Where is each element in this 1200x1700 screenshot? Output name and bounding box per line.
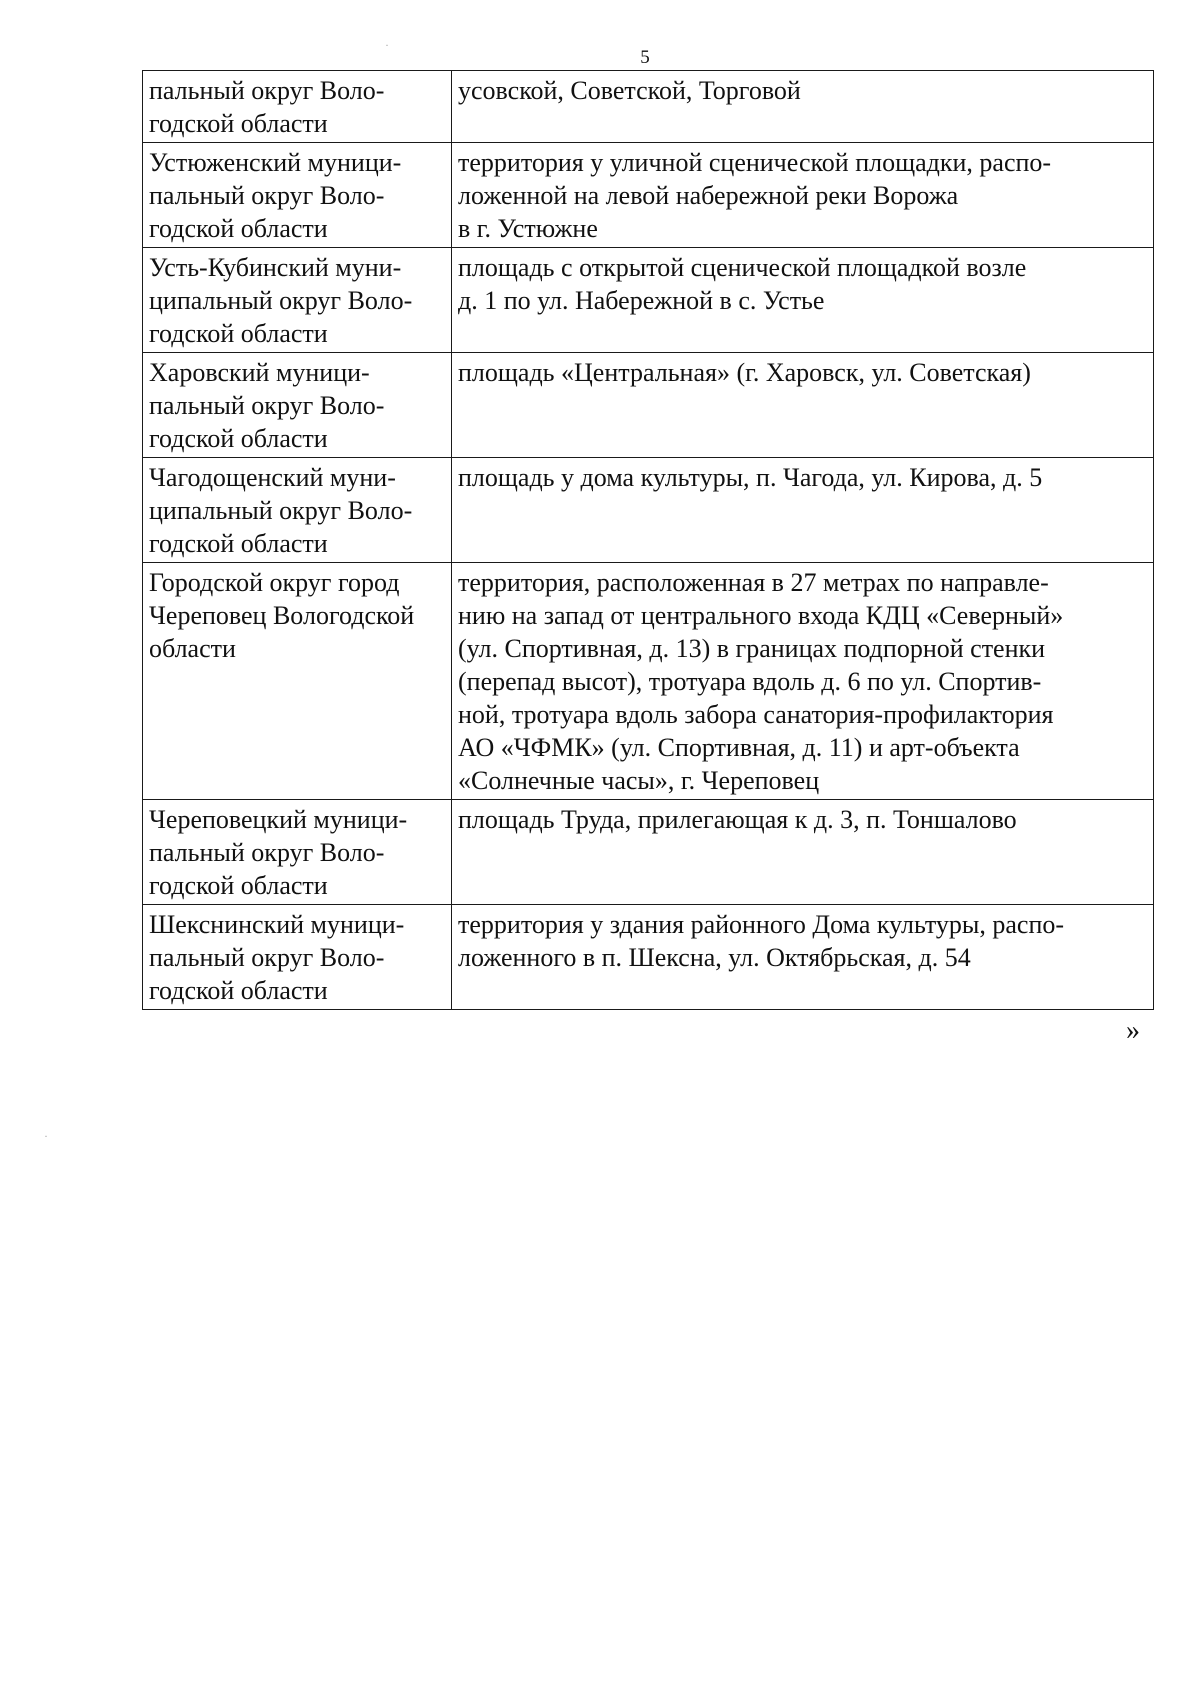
place-cell: территория, расположенная в 27 метрах по направле- нию на запад от центрального входа КДЦ «Северный» (ул. Спортивная, д. 13) в границах подпорной стенки (перепад высот), тротуара вдоль д. 6 по ул. Спортив- ной, тротуара вдоль забора санатория-профилактория АО «ЧФМК» (ул. Спортивная, д. 11) и арт-объекта «Солнечные часы», г. Череповец — [452, 563, 1154, 800]
district-cell: Городской округ город Череповец Вологодской области — [143, 563, 452, 800]
district-cell: Устюженский муници- пальный округ Воло- годской области — [143, 143, 452, 248]
district-cell: Чагодощенский муни- ципальный округ Воло- годской области — [143, 458, 452, 563]
district-cell: Череповецкий муници- пальный округ Воло- годской области — [143, 800, 452, 905]
place-cell: территория у здания районного Дома культуры, распо- ложенного в п. Шексна, ул. Октябрьская, д. 54 — [452, 905, 1154, 1010]
scan-speck: · — [44, 1129, 48, 1143]
district-cell: Харовский муници- пальный округ Воло- годской области — [143, 353, 452, 458]
venues-table — [142, 70, 1154, 1010]
table-row — [143, 353, 1154, 458]
page-number: 5 — [640, 47, 650, 68]
closing-quote: » — [1126, 1015, 1140, 1046]
table-row — [143, 458, 1154, 563]
district-cell: пальный округ Воло- годской области — [143, 71, 452, 143]
table-row — [143, 905, 1154, 1010]
scan-speck: · — [385, 38, 389, 52]
table-row — [143, 143, 1154, 248]
table-row — [143, 71, 1154, 143]
table-row — [143, 563, 1154, 800]
district-cell: Усть-Кубинский муни- ципальный округ Воло- годской области — [143, 248, 452, 353]
table-row — [143, 800, 1154, 905]
place-cell: усовской, Советской, Торговой — [452, 71, 1154, 143]
place-cell: площадь с открытой сценической площадкой возле д. 1 по ул. Набережной в с. Устье — [452, 248, 1154, 353]
place-cell: площадь у дома культуры, п. Чагода, ул. Кирова, д. 5 — [452, 458, 1154, 563]
place-cell: площадь «Центральная» (г. Харовск, ул. Советская) — [452, 353, 1154, 458]
place-cell: площадь Труда, прилегающая к д. 3, п. Тоншалово — [452, 800, 1154, 905]
table-row — [143, 248, 1154, 353]
place-cell: территория у уличной сценической площадки, распо- ложенной на левой набережной реки Ворожа в г. Устюжне — [452, 143, 1154, 248]
district-cell: Шекснинский муници- пальный округ Воло- годской области — [143, 905, 452, 1010]
